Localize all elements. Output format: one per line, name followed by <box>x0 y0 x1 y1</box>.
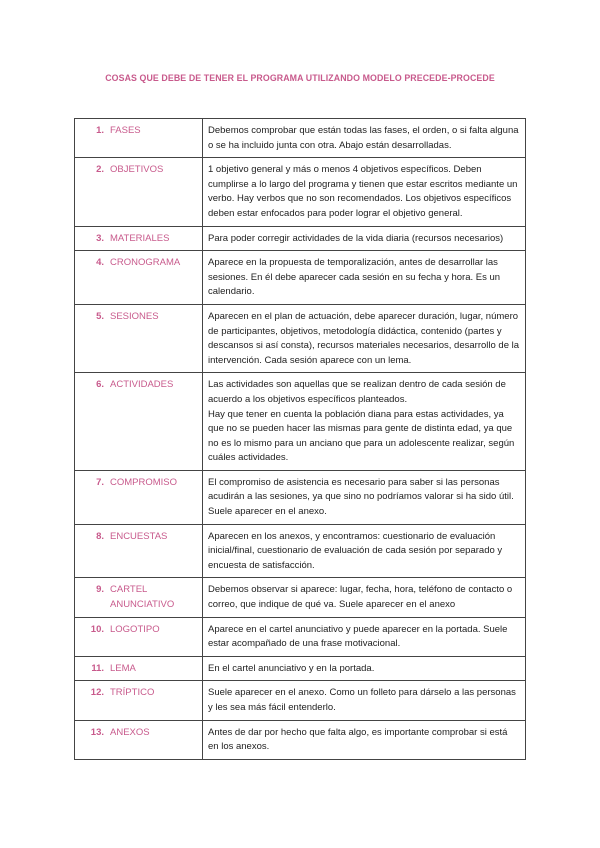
table-row <box>75 119 526 158</box>
row-number: 6. <box>96 379 104 391</box>
table-row <box>75 524 526 578</box>
table-row <box>75 681 526 720</box>
document-title: COSAS QUE DEBE DE TENER EL PROGRAMA UTILIZANDO MODELO PRECEDE-PROCEDE <box>105 73 495 83</box>
description-paragraph: Las actividades son aquellas que se realizan dentro de cada sesión de acuerdo a los objetivos específicos planteados. Hay que tener en cuenta la población diana para estas actividades, ya que no se pueden hacer las mismas para gente de distinta edad, ya que no es lo mismo para un anciano que para un adolescente realizar, según cuáles actividades. <box>208 379 515 464</box>
row-label-cell <box>75 524 203 578</box>
row-number: 8. <box>96 530 104 542</box>
table-row <box>75 578 526 617</box>
row-label: FASES <box>110 125 141 136</box>
row-description: Aparece en la propuesta de temporalización, antes de desarrollar las sesiones. En él debe aparecer cada sesión en su fecha y hora. Es un calendario. <box>203 251 526 305</box>
row-description: Para poder corregir actividades de la vida diaria (recursos necesarios) <box>203 226 526 251</box>
row-number: 13. <box>90 726 104 738</box>
row-label: MATERIALES <box>110 232 170 244</box>
row-description: Aparecen en el plan de actuación, debe aparecer duración, lugar, número de participantes, objetivos, metodología didáctica, contenido (partes y descansos si así consta), recursos materiales necesarios, desarrollo de la intervención. Cada sesión aparece con un lema. <box>203 304 526 372</box>
table-row <box>75 251 526 305</box>
row-description: Debemos comprobar que están todas las fases, el orden, o si falta alguna o se ha incluido junta con otra. Abajo están desarrolladas. <box>203 119 526 158</box>
row-label-cell <box>75 656 203 681</box>
row-label-cell <box>75 578 203 617</box>
table-row <box>75 158 526 226</box>
row-description: El compromiso de asistencia es necesario para saber si las personas acudirán a las sesiones, ya que sino no podríamos valorar si ha sido útil. Suele aparecer en el anexo. <box>203 470 526 524</box>
row-description: 1 objetivo general y más o menos 4 objetivos específicos. Deben cumplirse a lo largo del programa y tienen que estar escritos mediante un verbo. Hay verbos que no son recomendados. Los objetivos específicos deben estar enfocados para poder lograr el objetivo general. <box>203 158 526 226</box>
table-row <box>75 304 526 372</box>
row-label-cell <box>75 470 203 524</box>
table-row <box>75 656 526 681</box>
row-description: En el cartel anunciativo y en la portada. <box>203 656 526 681</box>
row-label-cell <box>75 251 203 305</box>
row-number: 2. <box>96 164 104 176</box>
row-label-cell <box>75 119 203 158</box>
row-label: LOGOTIPO <box>110 623 160 635</box>
row-label: ANEXOS <box>110 726 150 738</box>
row-description <box>203 373 526 471</box>
row-label: ENCUESTAS <box>110 530 168 542</box>
row-description: Aparece en el cartel anunciativo y puede aparecer en la portada. Suele estar acompañado de una frase motivacional. <box>203 617 526 656</box>
row-label: CRONOGRAMA <box>110 257 181 269</box>
requirements-table <box>74 118 526 760</box>
row-label: OBJETIVOS <box>110 164 164 176</box>
row-number: 3. <box>96 232 104 244</box>
row-description: Suele aparecer en el anexo. Como un folleto para dárselo a las personas y les sea más fácil entenderlo. <box>203 681 526 720</box>
table-row <box>75 470 526 524</box>
row-description: Debemos observar si aparece: lugar, fecha, hora, teléfono de contacto o correo, que indique de qué va. Suele aparecer en el anexo <box>203 578 526 617</box>
row-number: 10. <box>90 623 104 635</box>
row-description: Aparecen en los anexos, y encontramos: cuestionario de evaluación inicial/final, cuestionario de evaluación de cada sesión por separado y encuesta de satisfacción. <box>203 524 526 578</box>
row-label: CARTEL ANUNCIATIVO <box>110 584 175 611</box>
row-label: SESIONES <box>110 310 159 322</box>
row-label: LEMA <box>110 662 136 674</box>
row-label-cell <box>75 617 203 656</box>
row-number: 12. <box>90 687 104 699</box>
table-row <box>75 617 526 656</box>
row-label: TRÍPTICO <box>110 687 155 699</box>
row-number: 9. <box>96 584 104 596</box>
row-label: ACTIVIDADES <box>110 379 174 391</box>
row-label-cell <box>75 304 203 372</box>
row-label-cell <box>75 681 203 720</box>
row-number: 1. <box>96 125 104 136</box>
table-row <box>75 373 526 471</box>
row-label-cell <box>75 158 203 226</box>
row-number: 11. <box>91 662 104 674</box>
row-number: 4. <box>96 257 104 269</box>
table-row <box>75 226 526 251</box>
row-number: 5. <box>96 310 104 322</box>
row-number: 7. <box>96 476 104 488</box>
row-description: Antes de dar por hecho que falta algo, es importante comprobar si está en los anexos. <box>203 720 526 759</box>
row-label-cell <box>75 373 203 471</box>
row-label-cell <box>75 720 203 759</box>
row-label: COMPROMISO <box>110 476 178 488</box>
table-row <box>75 720 526 759</box>
row-label-cell <box>75 226 203 251</box>
